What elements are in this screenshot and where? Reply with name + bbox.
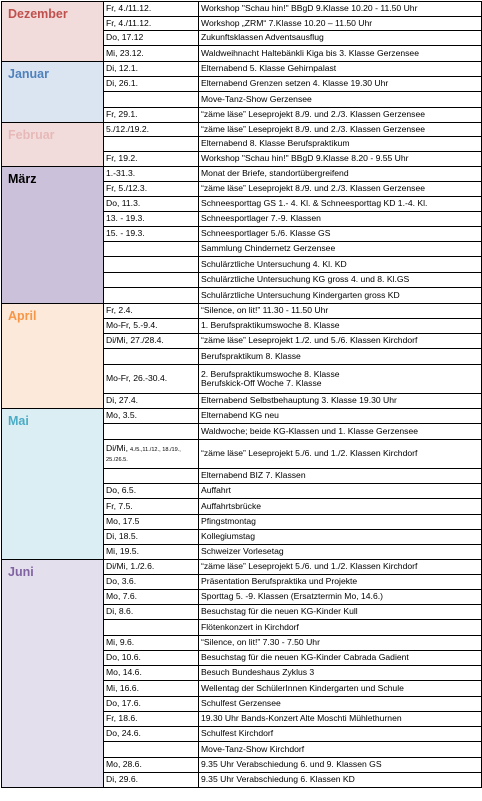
month-label: März [2,167,104,304]
event-date [104,197,199,212]
event-date [104,77,199,92]
event-date-text: Do, 3.6. [106,576,137,587]
event-date-text: 5./12./19.2. [106,123,150,134]
event-description [199,257,482,273]
event-date-text: Mo, 3.5. [106,410,138,421]
event-date [104,365,199,394]
event-description [199,560,482,575]
event-text: Elternabend 8. Klasse Berufspraktikum [201,138,350,149]
event-date [104,17,199,31]
calendar-row [2,409,482,424]
event-description [199,773,482,788]
event-text: Elternabend KG neu [201,410,279,421]
event-text: Wellentag der SchülerInnen Kindergarten und Schule [201,682,404,693]
event-date-text: Do, 6.5. [106,485,137,496]
event-description [199,712,482,727]
event-date [104,590,199,605]
event-date-text: Fr, 29.1. [106,109,138,120]
event-description [199,545,482,560]
event-date-text: Mi, 9.6. [106,637,135,648]
event-date [104,636,199,651]
event-description [199,681,482,697]
event-date-text: Fr, 5./12.3. [106,183,148,194]
event-date-text: Di/Mi, 27./28.4. [106,335,164,346]
event-text: 9.35 Uhr Verabschiedung 6. Klassen KD [201,774,355,785]
event-text: Elternabend 5. Klasse Gehirnpalast [201,63,337,74]
event-text: Kollegiumstag [201,531,255,542]
event-description [199,484,482,499]
calendar-row [2,123,482,137]
event-text: Auffahrt [201,485,231,496]
event-date [104,108,199,123]
event-text: Move-Tanz-Show Kirchdorf [201,743,305,754]
event-description [199,108,482,123]
event-description [199,77,482,92]
event-date-text: Fr, 18.6. [106,713,138,724]
event-date-text: Di/Mi, 1./2.6. [106,561,155,572]
event-text: Elternabend BIZ 7. Klassen [201,470,306,481]
calendar-row [2,2,482,17]
event-text: Berufspraktikum 8. Klasse [201,350,301,361]
event-description [199,349,482,365]
event-date-text: Di, 29.6. [106,774,139,785]
event-description [199,590,482,605]
event-text: Schweizer Vorlesetag [201,546,284,557]
event-date [104,46,199,62]
event-description [199,31,482,46]
event-description [199,167,482,182]
event-description [199,575,482,590]
event-text: Workshop "Schau hin!" BBgD 9.Klasse 10.20 - 11.50 Uhr [201,3,418,14]
month-label: April [2,304,104,409]
event-date [104,681,199,697]
event-date [104,334,199,349]
event-description [199,651,482,666]
event-text: Sporttag 5. -9. Klassen (Ersatztermin Mo, 14.6.) [201,591,383,602]
event-date [104,167,199,182]
event-date [104,288,199,304]
event-date [104,575,199,590]
event-date-text: Mi, 16.6. [106,682,139,693]
event-text: Workshop „ZRM“ 7.Klasse 10.20 – 11.50 Uhr [201,17,373,28]
event-description [199,46,482,62]
event-text: Sammlung Chindernetz Gerzensee [201,243,336,254]
event-date-text: 13. - 19.3. [106,213,145,224]
event-description [199,758,482,773]
event-text: Elternabend Selbstbehauptung 3. Klasse 19.30 Uhr [201,395,397,406]
event-date [104,92,199,108]
event-text: Schulärztliche Untersuchung Kindergarten gross KD [201,289,400,300]
calendar-row [2,560,482,575]
event-date [104,319,199,334]
event-date-text: Di, 8.6. [106,606,134,617]
event-date-text: Fr, 4./11.12. [106,3,152,14]
event-date [104,712,199,727]
month-label: Januar [2,62,104,123]
event-text: “zäme läse” Leseprojekt 8./9. und 2./3. Klassen Gerzensee [201,123,426,134]
event-date [104,605,199,620]
event-description [199,123,482,137]
calendar-row [2,62,482,77]
month-label: Februar [2,123,104,167]
event-date [104,2,199,17]
event-text: “zäme läse” Leseprojekt 1./2. und 5./6. Klassen Kirchdorf [201,335,418,346]
event-text: Monat der Briefe, standortübergreifend [201,168,349,179]
event-date [104,620,199,636]
event-description [199,636,482,651]
event-text: Schneesportlager 5./6. Klasse GS [201,228,331,239]
event-description [199,727,482,742]
event-date [104,499,199,515]
event-date-text: 1.-31.3. [106,168,136,179]
event-text: “Silence, on lit!” 7.30 - 7.50 Uhr [201,637,320,648]
event-text: Auffahrtsbrücke [201,500,262,511]
event-description [199,152,482,167]
event-description [199,409,482,424]
event-date [104,773,199,788]
event-description [199,273,482,288]
event-description [199,515,482,530]
month-label: Mai [2,409,104,560]
event-description [199,288,482,304]
event-date [104,304,199,319]
event-date-text: Fr, 7.5. [106,500,133,511]
event-text: Schulärztliche Untersuchung 4. Kl. KD [201,258,347,269]
calendar-page [1,1,481,788]
month-label: Juni [2,560,104,788]
event-date [104,123,199,137]
event-text: Schulärztliche Untersuchung KG gross 4. und 8. Kl.GS [201,274,410,285]
event-date-text: Do, 11.3. [106,198,141,209]
event-description [199,424,482,440]
event-text: 19.30 Uhr Bands-Konzert Alte Moschti Mühlethurnen [201,713,402,724]
event-date-text: Mo, 28.6. [106,759,142,770]
event-description [199,92,482,108]
event-date [104,424,199,440]
event-date [104,182,199,197]
event-date [104,242,199,257]
event-date-text: Mo-Fr, 5.-9.4. [106,320,158,331]
event-date [104,440,199,469]
event-date-text: Di/Mi, [106,443,128,454]
event-description [199,666,482,681]
event-text: “zäme läse” Leseprojekt 5./6. und 1./2. Klassen Kirchdorf [201,448,418,459]
event-date [104,394,199,409]
event-description [199,697,482,712]
event-date-text: Fr, 2.4. [106,305,133,316]
event-text: Zukunftsklassen Adventsausflug [201,32,324,43]
event-date-text: Di, 26.1. [106,78,139,89]
event-text: Besuchstag für die neuen KG-Kinder Cabrada Gadient [201,652,409,663]
event-text: Schulfest Kirchdorf [201,728,274,739]
event-description [199,182,482,197]
event-description [199,2,482,17]
event-text: “Silence, on lit!” 11.30 - 11.50 Uhr [201,305,329,316]
event-date-text: Di, 18.5. [106,531,139,542]
event-description [199,605,482,620]
calendar-row [2,304,482,319]
event-text: Besuch Bundeshaus Zyklus 3 [201,667,315,678]
event-text: “zäme läse” Leseprojekt 8./9. und 2./3. Klassen Gerzensee [201,183,426,194]
event-date [104,560,199,575]
event-date [104,484,199,499]
event-date [104,349,199,365]
event-text: Move-Tanz-Show Gerzensee [201,93,312,104]
event-date [104,666,199,681]
event-date-text: Mo, 14.6. [106,667,142,678]
event-description [199,319,482,334]
event-date [104,545,199,560]
event-date-text: Di, 27.4. [106,395,139,406]
event-text: Schneesporttag GS 1.- 4. Kl. & Schneesporttag KD 1.-4. Kl. [201,198,428,209]
event-description [199,334,482,349]
event-date [104,62,199,77]
event-description [199,530,482,545]
event-date [104,409,199,424]
event-date-text: Do, 10.6. [106,652,141,663]
event-date [104,515,199,530]
event-date [104,697,199,712]
event-date [104,152,199,167]
month-label: Dezember [2,2,104,62]
event-text: Waldwoche; beide KG-Klassen und 1. Klasse Gerzensee [201,425,419,436]
event-description [199,365,482,394]
event-text: Flötenkonzert in Kirchdorf [201,621,299,632]
event-date [104,469,199,484]
event-date [104,530,199,545]
event-description [199,227,482,242]
event-date-text: 15. - 19.3. [106,228,145,239]
event-date-text: Do, 17.6. [106,698,141,709]
event-description [199,620,482,636]
event-description [199,304,482,319]
event-description [199,469,482,484]
event-description [199,499,482,515]
event-description [199,197,482,212]
event-date [104,727,199,742]
event-text: 1. Berufspraktikumswoche 8. Klasse [201,320,340,331]
event-description [199,742,482,758]
event-date-text: Fr, 19.2. [106,153,138,164]
event-date [104,227,199,242]
event-description [199,212,482,227]
event-text: Schneesportlager 7.-9. Klassen [201,213,321,224]
event-description [199,440,482,469]
event-date [104,273,199,288]
event-description [199,242,482,257]
event-date-text: Di, 12.1. [106,63,139,74]
event-date-text: Mo-Fr, 26.-30.4. [106,373,168,384]
event-date-detail: 4./5.,11./12., 18./19., 25./26.5. [106,447,181,463]
event-date [104,742,199,758]
event-text: “zäme läse” Leseprojekt 8./9. und 2./3. Klassen Gerzensee [201,109,426,120]
event-text: Waldweihnacht Haltebänkli Kiga bis 3. Klasse Gerzensee [201,47,419,58]
event-text: Elternabend Grenzen setzen 4. Klasse 19.30 Uhr [201,78,389,89]
event-date-text: Mi, 19.5. [106,546,139,557]
event-date-text: Mo, 7.6. [106,591,138,602]
event-description [199,17,482,31]
event-description [199,62,482,77]
event-date-text: Do, 24.6. [106,728,141,739]
event-description [199,394,482,409]
event-description [199,137,482,152]
school-calendar-table [1,1,482,788]
event-date [104,212,199,227]
event-text: 9.35 Uhr Verabschiedung 6. und 9. Klassen GS [201,759,382,770]
event-date-text: Fr, 4./11.12. [106,17,152,28]
event-date [104,137,199,152]
event-text: Pfingstmontag [201,516,256,527]
event-text: 2. Berufspraktikumswoche 8. Klasse [201,368,340,379]
calendar-row [2,167,482,182]
event-date [104,758,199,773]
event-text-second: Berufskick-Off Woche 7. Klasse [201,378,322,388]
event-text: Schulfest Gerzensee [201,698,281,709]
event-date-text: Do, 17.12 [106,32,144,43]
event-date-text: Mo, 17.5 [106,516,140,527]
event-date [104,257,199,273]
event-text: “zäme läse” Leseprojekt 5./6. und 1./2. Klassen Kirchdorf [201,561,418,572]
event-text: Besuchstag für die neuen KG-Kinder Kull [201,606,358,617]
event-date [104,31,199,46]
event-text: Workshop "Schau hin!" BBgD 9.Klasse 8.20 - 9.55 Uhr [201,153,409,164]
event-text: Präsentation Berufspraktika und Projekte [201,576,358,587]
event-date-text: Mi, 23.12. [106,47,144,58]
event-date [104,651,199,666]
